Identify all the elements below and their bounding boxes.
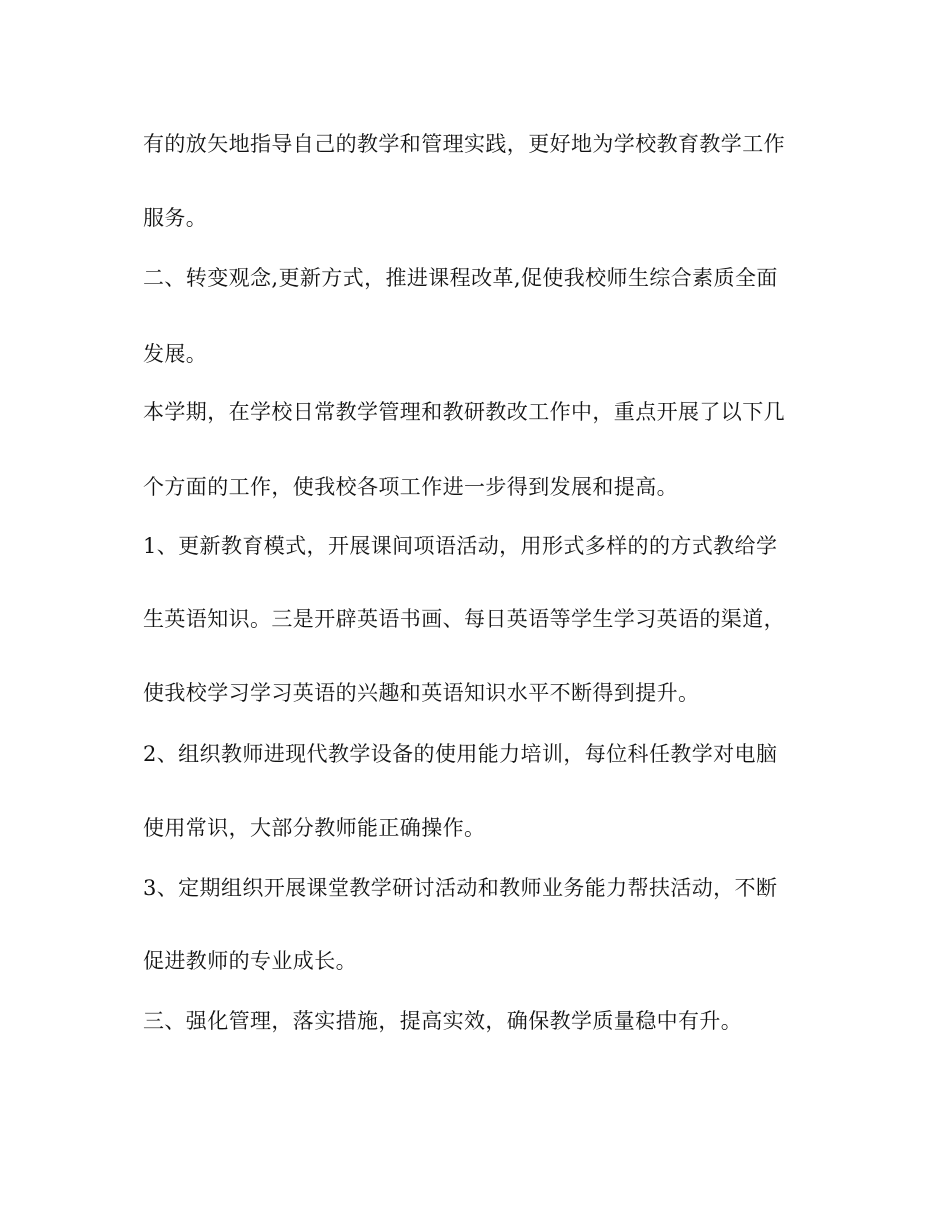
text-line: 2、组织教师进现代教学设备的使用能力培训，每位科任教学对电脑 — [143, 742, 778, 766]
text-line: 二、转变观念,更新方式，推进课程改革,促使我校师生综合素质全面 — [143, 266, 778, 290]
text-line: 个方面的工作，使我校各项工作进一步得到发展和提高。 — [143, 475, 678, 499]
text-line: 三、强化管理，落实措施，提高实效，确保教学质量稳中有升。 — [143, 1009, 743, 1033]
text-line: 使用常识，大部分教师能正确操作。 — [143, 816, 486, 840]
text-line: 促进教师的专业成长。 — [143, 949, 357, 973]
text-line: 本学期，在学校日常教学管理和教研教改工作中，重点开展了以下几 — [143, 400, 785, 424]
text-line: 1、更新教育模式，开展课间项语活动，用形式多样的的方式教给学 — [143, 534, 778, 558]
text-line: 服务。 — [143, 206, 208, 230]
text-line: 使我校学习学习英语的兴趣和英语知识水平不断得到提升。 — [143, 681, 700, 705]
text-line: 生英语知识。三是开辟英语书画、每日英语等学生学习英语的渠道， — [143, 607, 785, 631]
text-line: 3、定期组织开展课堂教学研讨活动和教师业务能力帮扶活动，不断 — [143, 876, 778, 900]
text-line: 有的放矢地指导自己的教学和管理实践，更好地为学校教育教学工作 — [143, 132, 785, 156]
text-line: 发展。 — [143, 342, 208, 366]
